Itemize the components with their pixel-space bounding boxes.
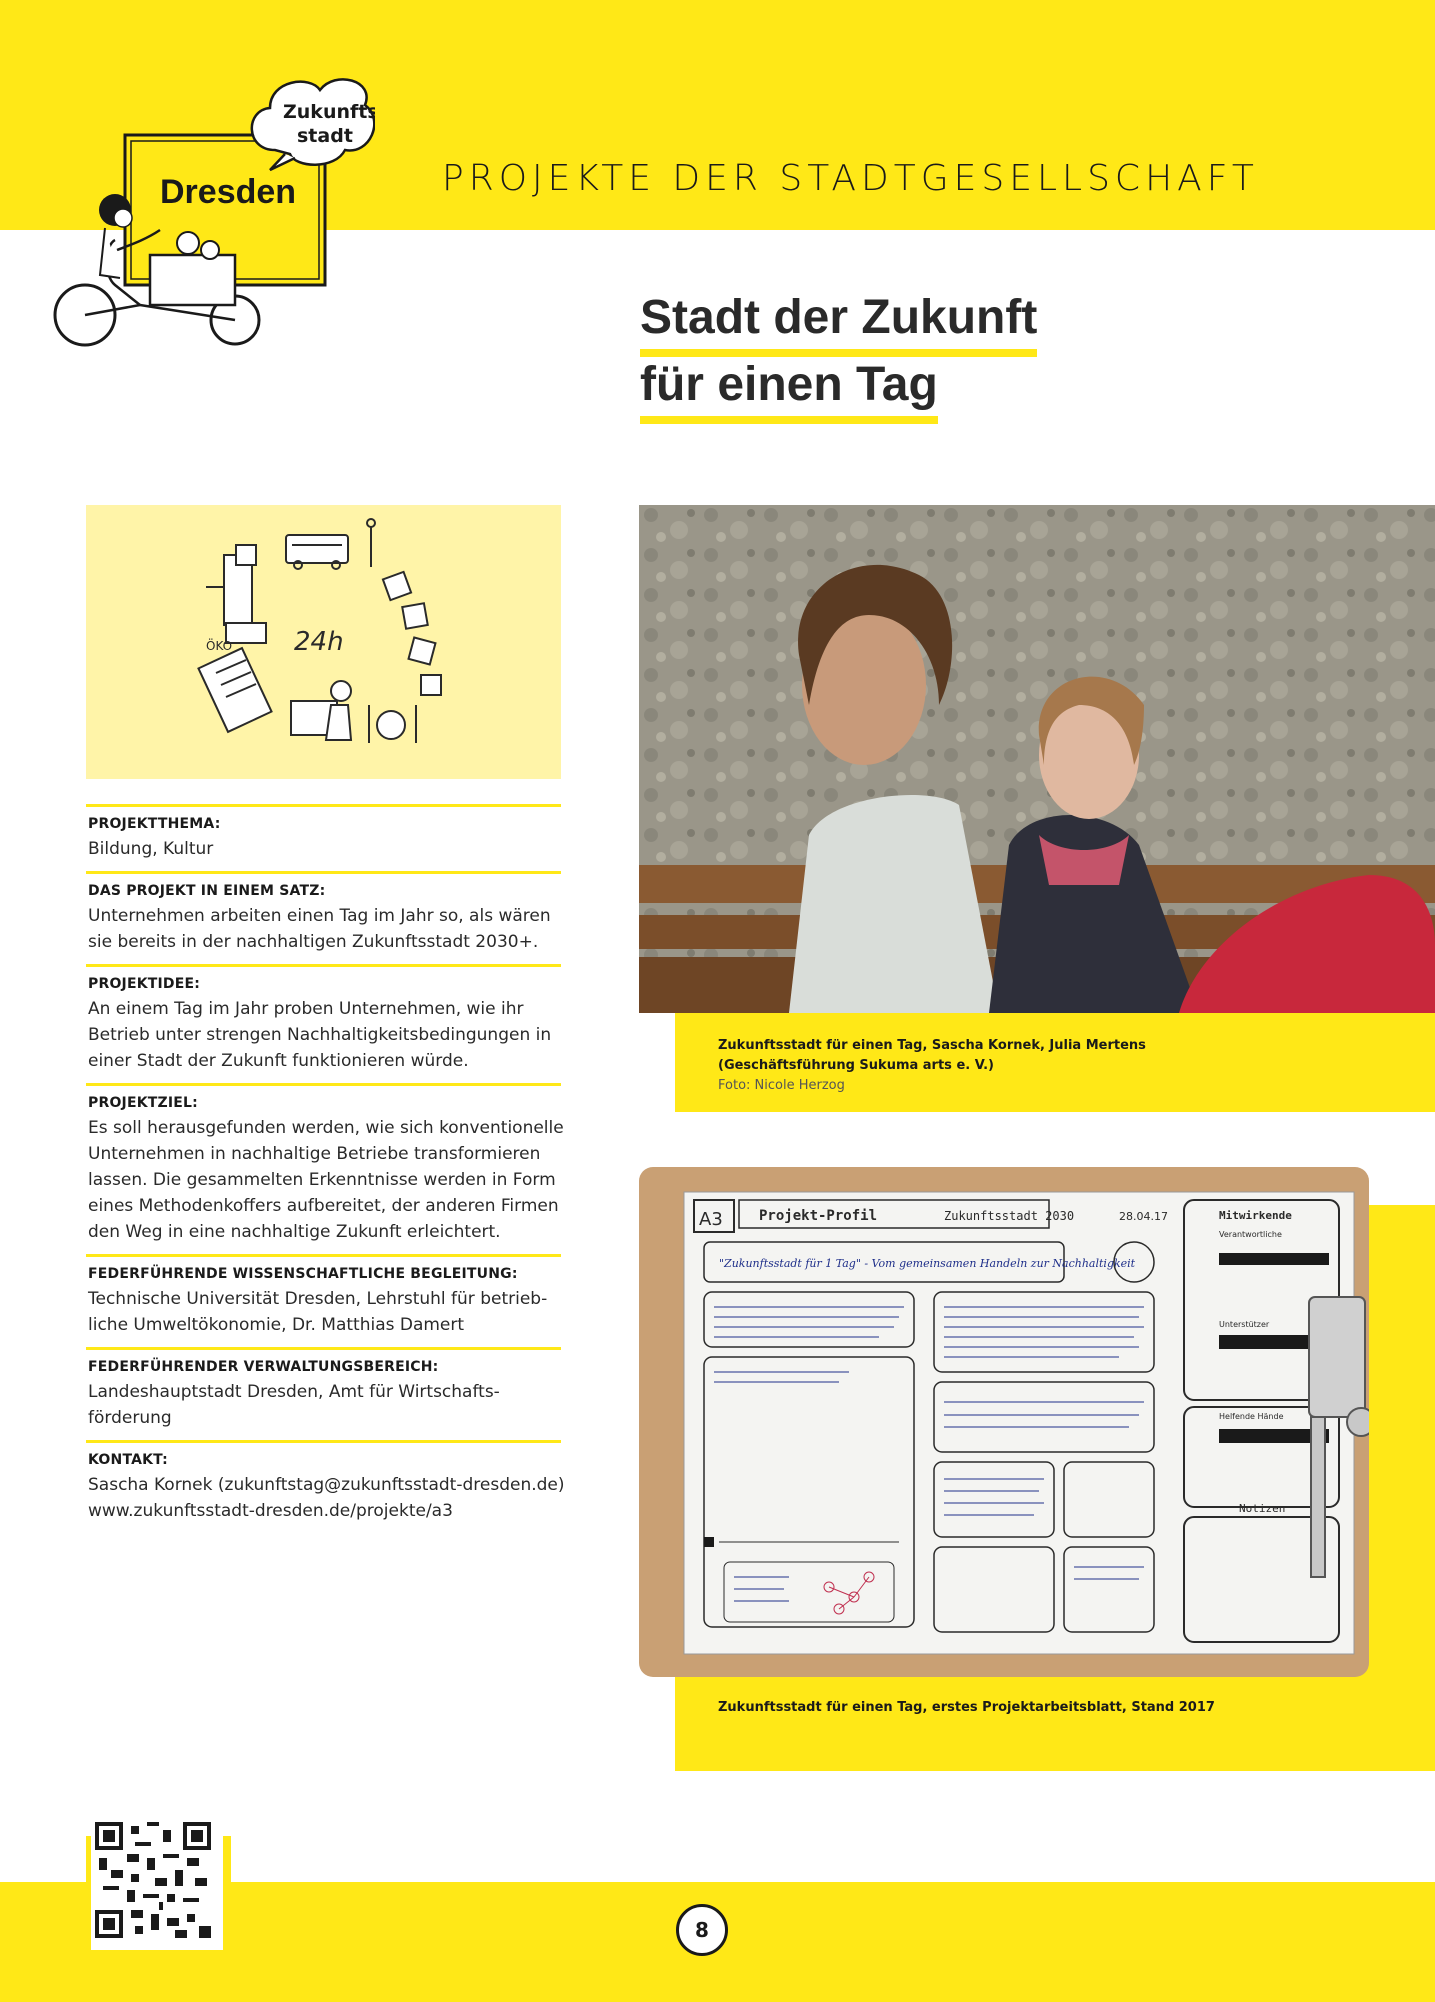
info-label: DAS PROJEKT IN EINEM SATZ: xyxy=(88,883,326,899)
info-text-line: sie bereits in der nachhaltigen Zukunftsstadt 2030+. xyxy=(88,932,539,952)
info-text-line: förderung xyxy=(88,1408,172,1428)
photo1-caption-line2: (Geschäftsführung Sukuma arts e. V.) xyxy=(718,1058,994,1073)
info-label: PROJEKTIDEE: xyxy=(88,976,201,992)
info-text-line: An einem Tag im Jahr proben Unternehmen, wie ihr xyxy=(88,999,524,1019)
info-label: PROJEKTZIEL: xyxy=(88,1095,198,1111)
logo-cloud-line1: Zukunfts xyxy=(283,101,375,123)
info-text-line: Betrieb unter strengen Nachhaltigkeitsbedingungen in xyxy=(88,1025,552,1045)
sheet-panel-helpers: Helfende Hände xyxy=(1219,1412,1284,1421)
sheet-title: Projekt-Profil xyxy=(759,1208,878,1224)
photo-worksheet-clipboard xyxy=(639,1167,1369,1677)
info-text-line: Bildung, Kultur xyxy=(88,839,214,859)
sheet-panel-supporters: Unterstützer xyxy=(1219,1320,1270,1329)
info-text-line: liche Umweltökonomie, Dr. Matthias Damert xyxy=(88,1315,465,1335)
zukunftsstadt-dresden-logo xyxy=(45,50,375,350)
project-info xyxy=(86,804,565,1533)
info-text-line: Technische Universität Dresden, Lehrstuhl für betrieb- xyxy=(88,1289,548,1309)
info-text-line: eines Methodenkoffers aufbereitet, der anderen Firmen xyxy=(88,1196,559,1216)
info-section-administration xyxy=(86,1347,561,1440)
info-text-line: lassen. Die gesammelten Erkenntnisse werden in Form xyxy=(88,1170,556,1190)
info-section-goal xyxy=(86,1083,564,1254)
sheet-panel-notes: Notizen xyxy=(1239,1502,1286,1515)
photo1-credit: Foto: Nicole Herzog xyxy=(718,1078,845,1093)
photo1-caption-line1: Zukunftsstadt für einen Tag, Sascha Kornek, Julia Mertens xyxy=(718,1038,1146,1053)
info-text-line: den Weg in eine nachhaltige Zukunft erleichtert. xyxy=(88,1222,501,1242)
sheet-panel-contributors: Mitwirkende xyxy=(1219,1209,1292,1222)
info-section-contact xyxy=(86,1440,565,1533)
contact-url-line[interactable]: www.zukunftsstadt-dresden.de/projekte/a3 xyxy=(88,1501,453,1521)
info-section-summary xyxy=(86,871,561,964)
illustration-24h-label: 24h xyxy=(294,627,344,657)
info-text-line: Unternehmen in nachhaltige Betriebe transformieren xyxy=(88,1144,541,1164)
info-text-line: Landeshauptstadt Dresden, Amt für Wirtschafts- xyxy=(88,1382,500,1402)
sheet-panel-responsible: Verantwortliche xyxy=(1219,1230,1282,1239)
headline-line2: für einen Tag xyxy=(640,357,938,424)
info-label: PROJEKTTHEMA: xyxy=(88,816,221,832)
illustration-eco-label: ÖKO xyxy=(206,639,233,653)
qr-code-icon[interactable] xyxy=(91,1818,223,1950)
info-section-idea xyxy=(86,964,561,1083)
info-label: FEDERFÜHRENDER VERWALTUNGSBEREICH: xyxy=(88,1359,439,1375)
logo-cloud-line2: stadt xyxy=(297,125,353,147)
sheet-badge: A3 xyxy=(699,1209,723,1230)
headline-line1: Stadt der Zukunft xyxy=(640,290,1037,357)
page-number: 8 xyxy=(676,1904,728,1956)
header-title: PROJEKTE DER STADTGESELLSCHAFT xyxy=(442,158,1259,199)
photo-portrait xyxy=(639,505,1435,1013)
logo-city: Dresden xyxy=(160,173,297,211)
photo2-caption: Zukunftsstadt für einen Tag, erstes Projektarbeitsblatt, Stand 2017 xyxy=(718,1700,1215,1715)
photo1-caption xyxy=(718,1036,1146,1096)
project-illustration xyxy=(86,505,561,779)
info-text-line: Unternehmen arbeiten einen Tag im Jahr so, als wären xyxy=(88,906,551,926)
info-section-science xyxy=(86,1254,561,1347)
sheet-subtitle: Zukunftsstadt 2030 xyxy=(944,1209,1075,1223)
info-text-line: einer Stadt der Zukunft funktionieren würde. xyxy=(88,1051,469,1071)
contact-email-line[interactable]: Sascha Kornek (zukunftstag@zukunftsstadt-dresden.de) xyxy=(88,1475,565,1495)
info-label: KONTAKT: xyxy=(88,1452,168,1468)
sheet-date: 28.04.17 xyxy=(1119,1210,1168,1223)
sheet-project-title: "Zukunftsstadt für 1 Tag" - Vom gemeinsamen Handeln zur Nachhaltigkeit xyxy=(719,1257,1136,1270)
info-text-line: Es soll herausgefunden werden, wie sich konventionelle xyxy=(88,1118,564,1138)
info-label: FEDERFÜHRENDE WISSENSCHAFTLICHE BEGLEITUNG: xyxy=(88,1266,518,1282)
info-section-topic xyxy=(86,804,561,871)
